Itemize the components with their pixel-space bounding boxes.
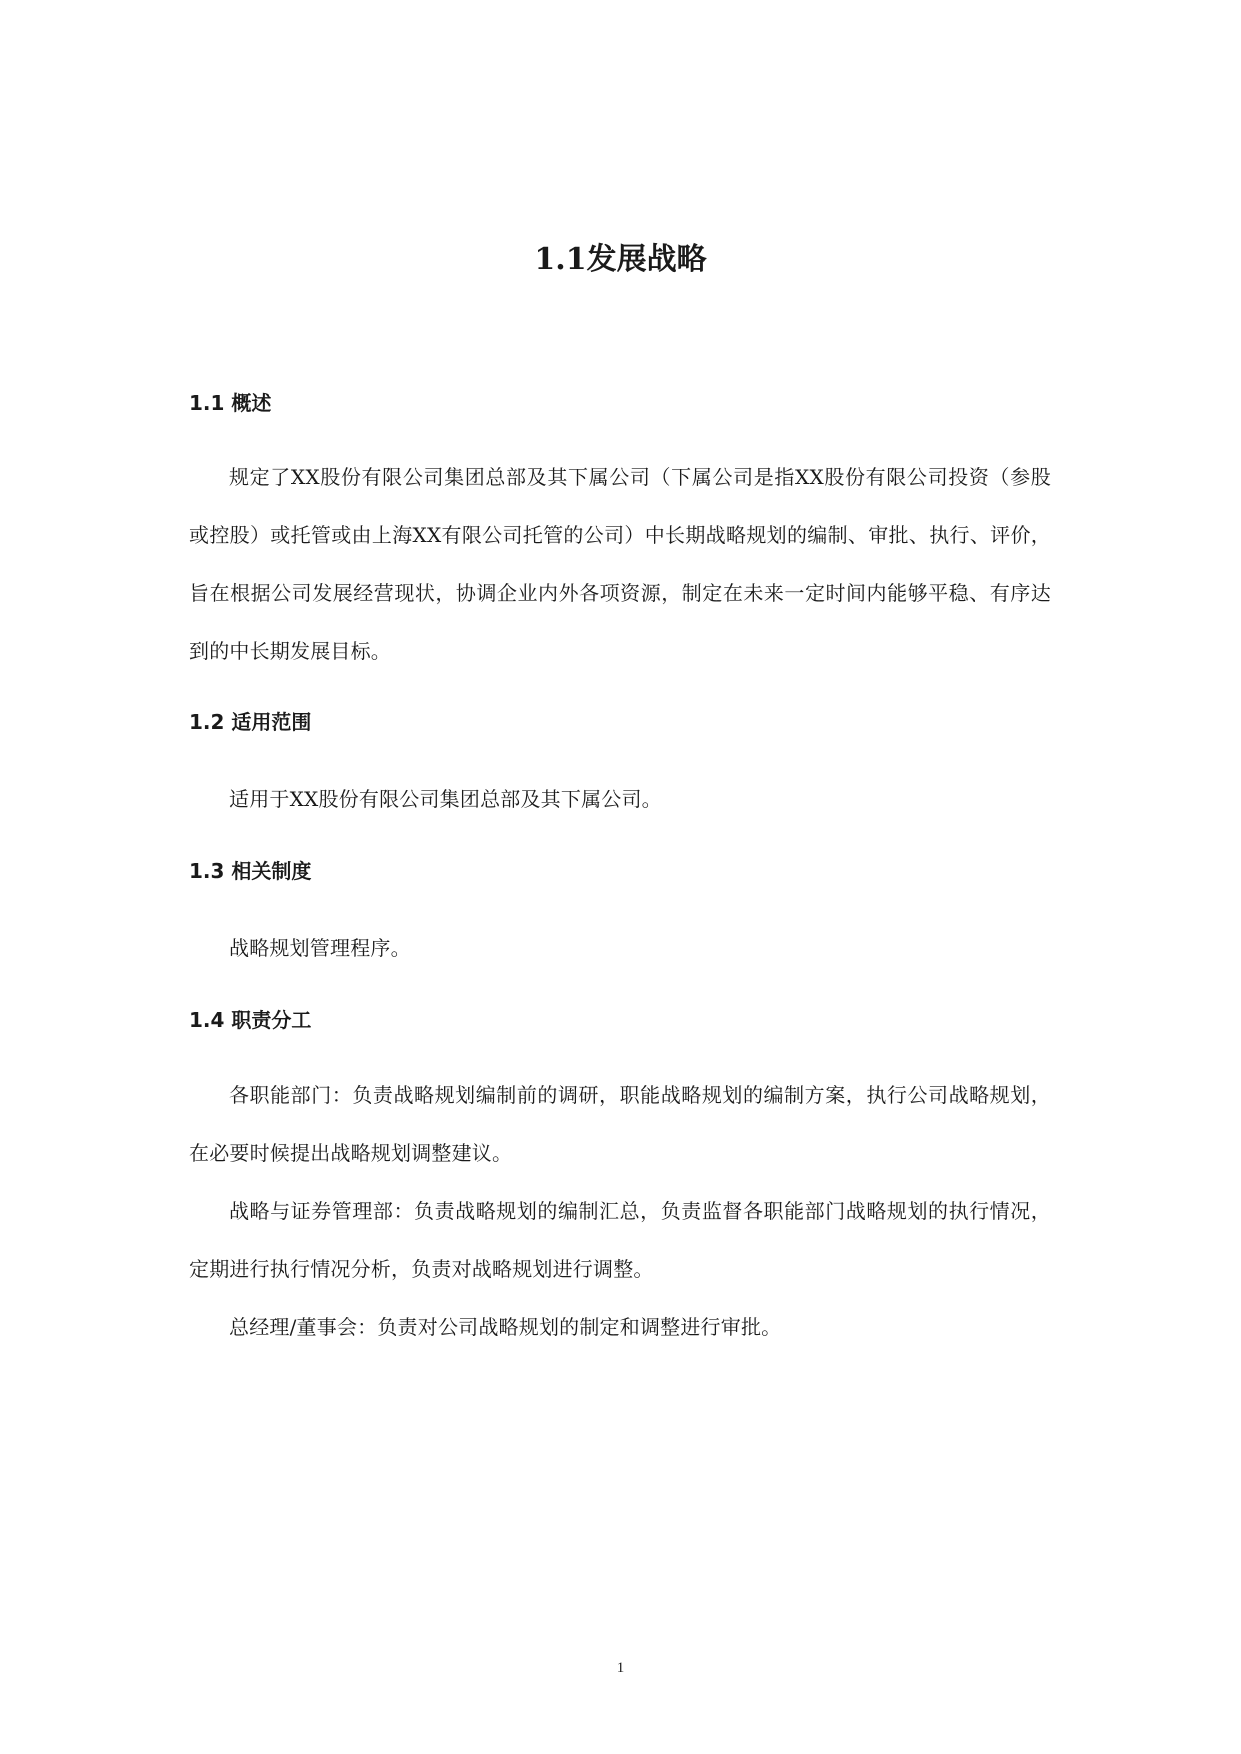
document-title: 1.1发展战略 xyxy=(534,242,707,277)
section-heading-overview: 1.1 概述 xyxy=(189,391,272,415)
section-heading-scope: 1.2 适用范围 xyxy=(189,710,312,734)
scope-paragraph: 适用于XX股份有限公司集团总部及其下属公司。 xyxy=(229,787,662,811)
responsibility-management-board: 总经理/董事会：负责对公司战略规划的制定和调整进行审批。 xyxy=(229,1315,782,1339)
section-heading-related-rules: 1.3 相关制度 xyxy=(189,859,312,883)
responsibility-strategy-dept: 战略与证券管理部：负责战略规划的编制汇总，负责监督各职能部门战略规划的执行情况，定期进行执行情况分析，负责对战略规划进行调整。 xyxy=(189,1199,1051,1281)
responsibility-functional-depts: 各职能部门：负责战略规划编制前的调研，职能战略规划的编制方案，执行公司战略规划，在必要时候提出战略规划调整建议。 xyxy=(189,1083,1051,1165)
section-heading-responsibilities: 1.4 职责分工 xyxy=(189,1008,312,1032)
related-rules-paragraph: 战略规划管理程序。 xyxy=(229,936,411,960)
overview-paragraph: 规定了XX股份有限公司集团总部及其下属公司（下属公司是指XX股份有限公司投资（参股或控股）或托管或由上海XX有限公司托管的公司）中长期战略规划的编制、审批、执行、评价，旨在根据公司发展经营现状，协调企业内外各项资源，制定在未来一定时间内能够平稳、有序达到的中长期发展目标。 xyxy=(189,465,1051,663)
page-number: 1 xyxy=(616,1660,625,1676)
